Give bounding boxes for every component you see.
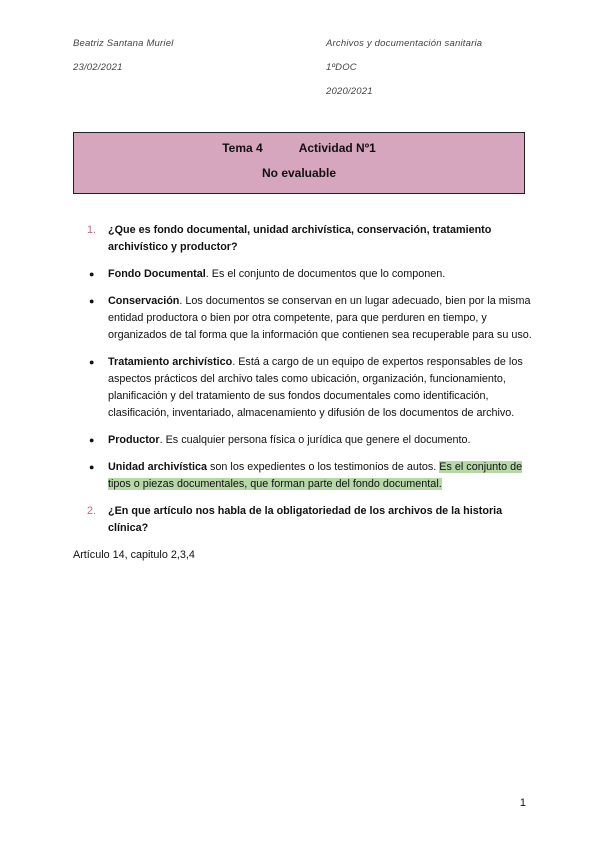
bullet-fondo-documental	[73, 266, 533, 283]
question-2-text: ¿En que artículo nos habla de la obligatoriedad de los archivos de la historia clínica?	[108, 505, 503, 534]
page-number: 1	[519, 797, 526, 809]
header-year: 2020/2021	[326, 86, 373, 97]
definition-productor: . Es cualquier persona física o jurídica que genere el documento.	[159, 434, 471, 446]
highlighted-definition: Es el conjunto de tipos o piezas documentales, que forman parte del fondo documental.	[108, 461, 523, 490]
bullet-dot: ●	[89, 357, 95, 367]
bullet-dot: ●	[89, 296, 95, 306]
term-fondo-documental: Fondo Documental	[108, 268, 206, 280]
answer-2: Artículo 14, capitulo 2,3,4	[73, 549, 195, 561]
header-date: 23/02/2021	[73, 62, 123, 73]
bullet-unidad-archivistica	[73, 459, 533, 493]
bullet-tratamiento	[73, 354, 533, 422]
title-actividad: Actividad Nº1	[298, 141, 376, 155]
title-tema: Tema 4	[222, 141, 263, 155]
bullet-dot: ●	[89, 269, 95, 279]
definition-fondo-documental: . Es el conjunto de documentos que lo componen.	[205, 268, 446, 280]
bullet-dot: ●	[89, 462, 95, 472]
header-author: Beatriz Santana Muriel	[73, 38, 174, 49]
question-1	[73, 222, 533, 256]
term-unidad-archivistica: Unidad archivística	[108, 461, 208, 473]
question-1-text: ¿Que es fondo documental, unidad archivística, conservación, tratamiento archivístico y productor?	[108, 224, 492, 253]
title-line	[74, 141, 524, 155]
title-box	[73, 132, 525, 194]
question-1-number: 1.	[87, 224, 97, 236]
bullet-productor	[73, 432, 533, 449]
title-subtitle: No evaluable	[261, 166, 337, 180]
term-conservacion: Conservación	[108, 295, 180, 307]
question-2	[73, 503, 533, 537]
header-course: 1ºDOC	[326, 62, 357, 73]
definition-tratamiento: . Está a cargo de un equipo de expertos responsables de los aspectos prácticos del archivo tales como ubicación, organización, funcionamiento, planificación y del tratamiento de sus fondos documentales como identificación, clasificación, inventariado, almacenamiento y difusión de los documentos de archivo.	[108, 356, 523, 419]
document-body	[73, 222, 533, 564]
bullet-dot: ●	[89, 435, 95, 445]
term-tratamiento: Tratamiento archivístico	[108, 356, 233, 368]
bullet-conservacion	[73, 293, 533, 344]
header-subject: Archivos y documentación sanitaria	[326, 38, 483, 49]
definition-unidad-archivistica: son los expedientes o los testimonios de autos.	[207, 461, 440, 473]
definition-conservacion: . Los documentos se conservan en un lugar adecuado, bien por la misma entidad productora o bien por otra competente, para que perduren en tiempo, y organizados de tal forma que la información que contienen sea recuperable para su uso.	[108, 295, 532, 341]
question-2-number: 2.	[87, 505, 97, 517]
term-productor: Productor	[108, 434, 160, 446]
